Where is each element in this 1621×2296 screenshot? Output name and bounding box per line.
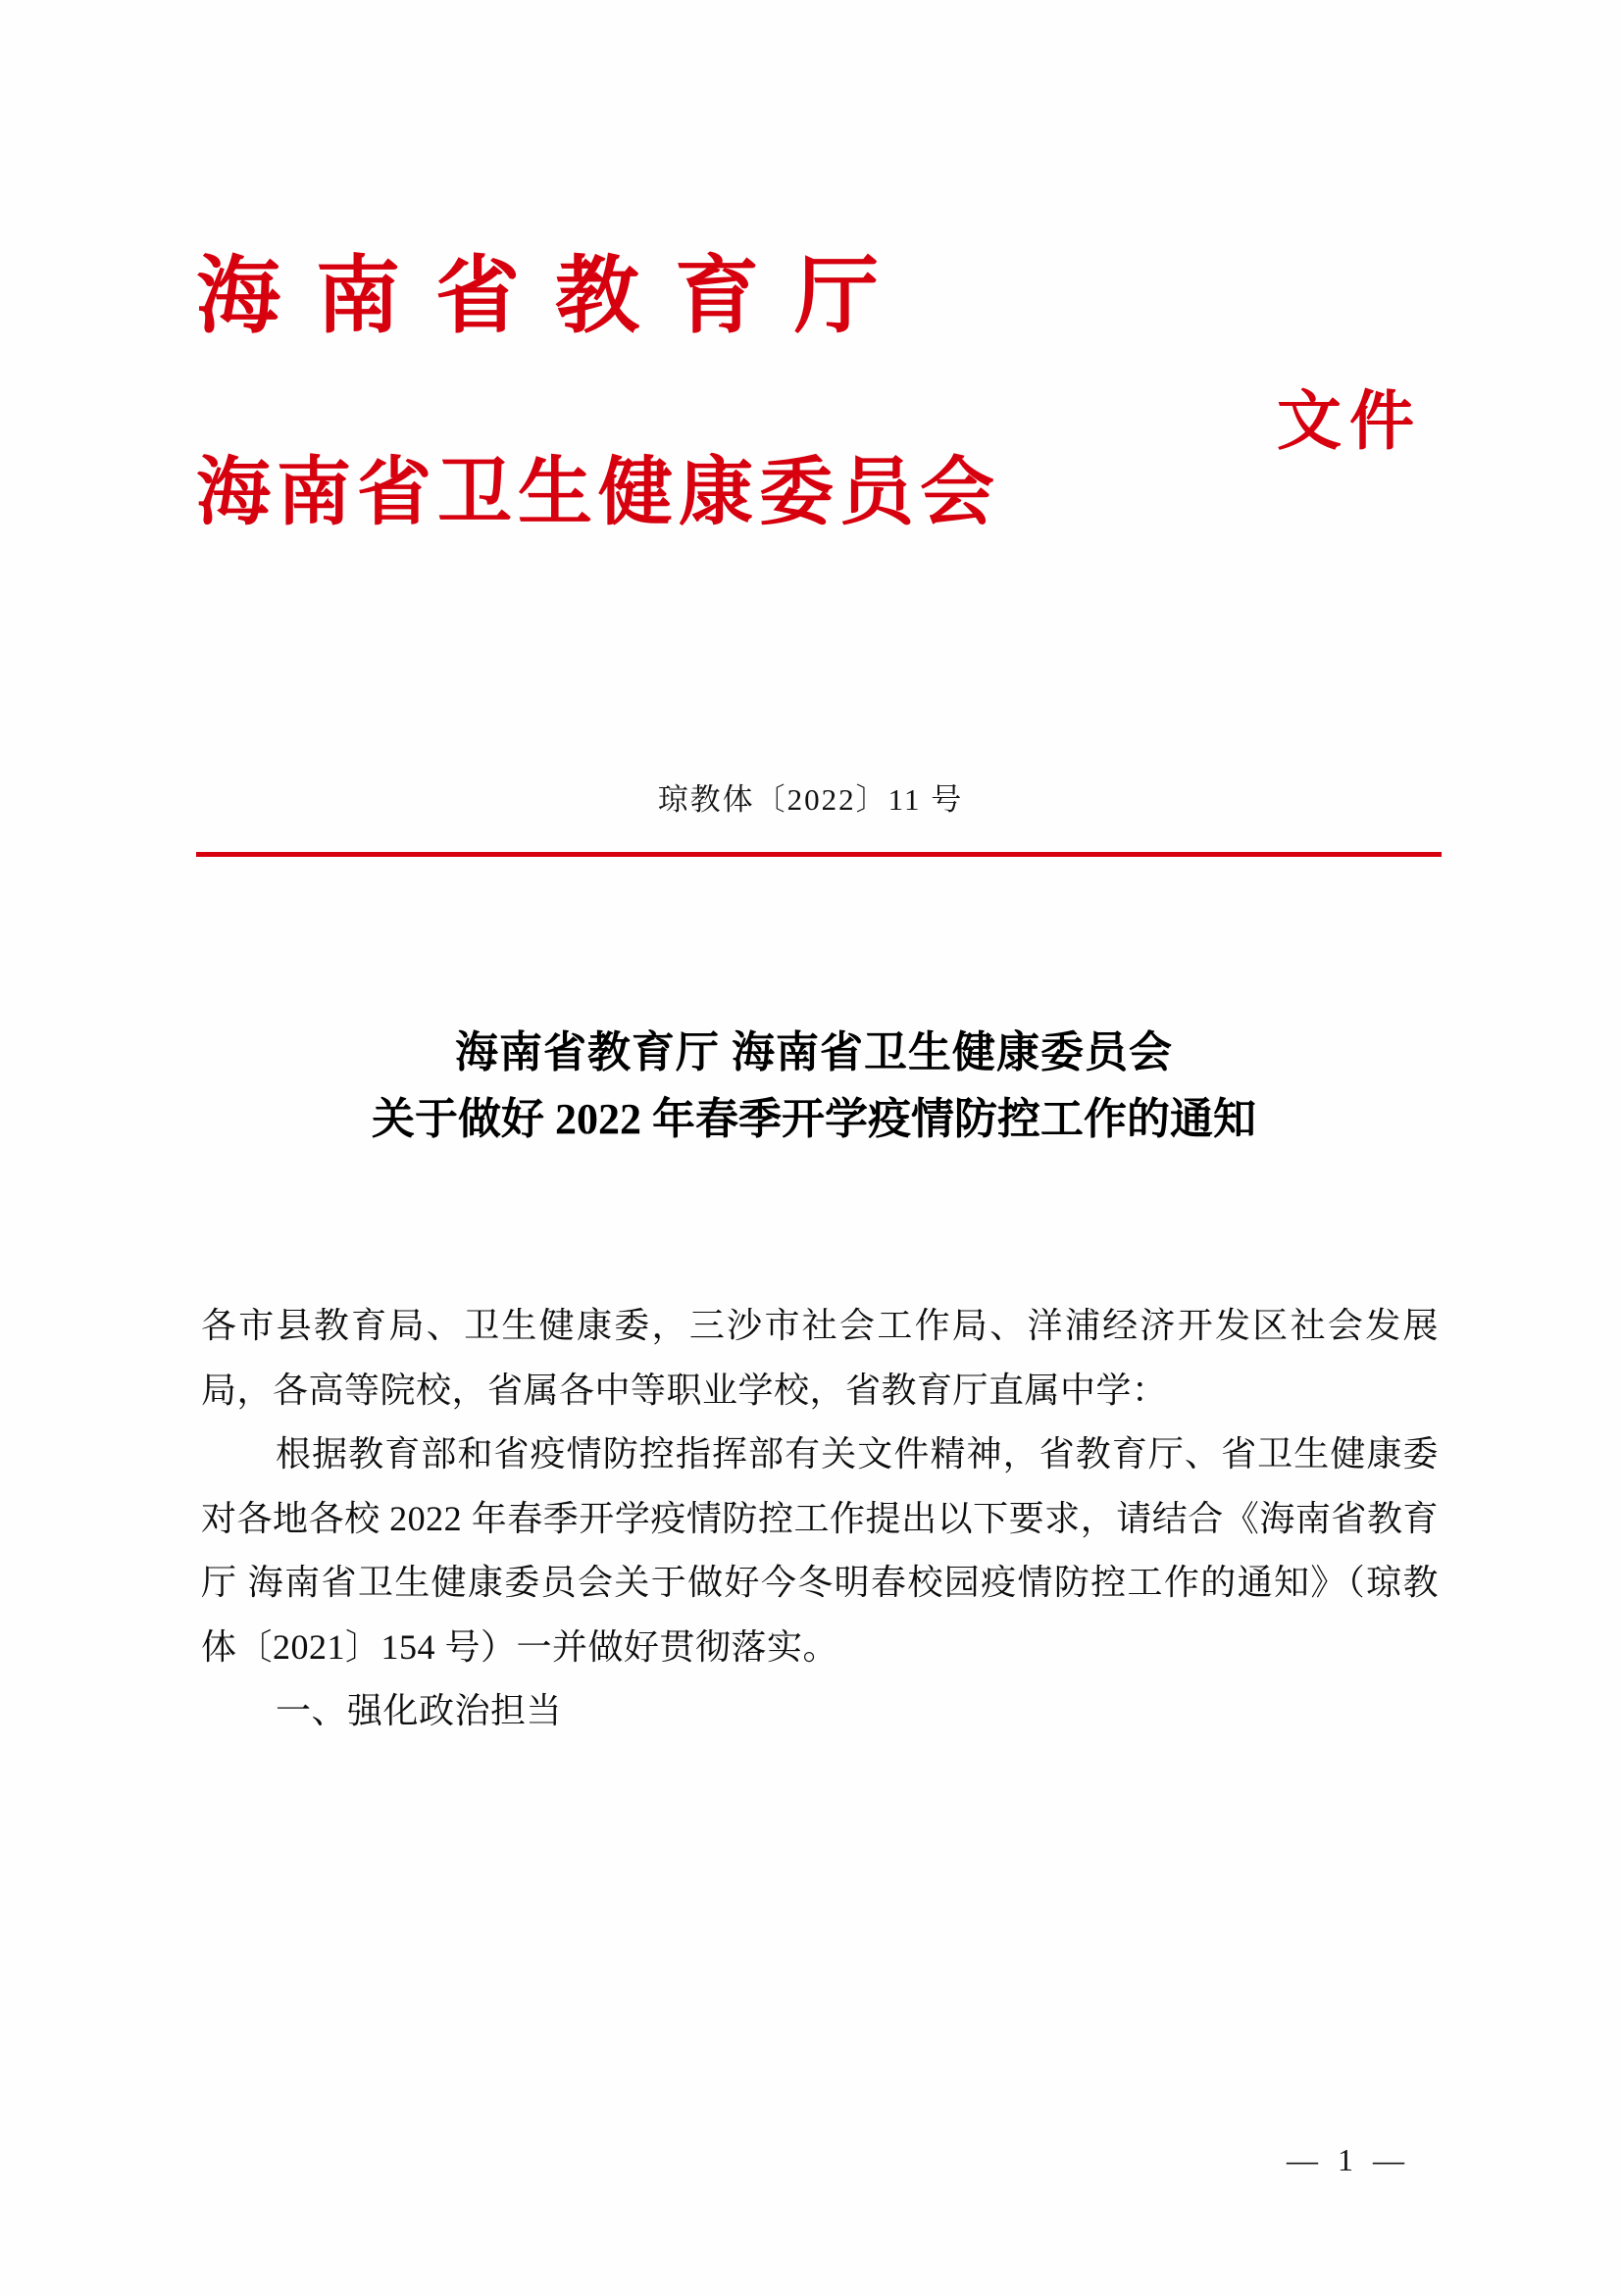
body-recipient: 各市县教育局、卫生健康委，三沙市社会工作局、洋浦经济开发区社会发展局，各高等院校，省属各中等职业学校，省教育厅直属中学：: [201, 1306, 1439, 1410]
body-section-heading-1: 一、强化政治担当: [276, 1691, 563, 1731]
issuing-org-line-2: 海南省卫生健康委员会: [196, 451, 1000, 534]
document-number: 琼教体〔2022〕11 号: [657, 782, 964, 817]
title-line-1: 海南省教育厅 海南省卫生健康委员会: [455, 1028, 1173, 1076]
letterhead-row-2: [196, 343, 1442, 458]
letterhead: [196, 250, 1442, 536]
document-title: [157, 1020, 1471, 1153]
body-paragraph-1: 根据教育部和省疫情防控指挥部有关文件精神，省教育厅、省卫生健康委对各地各校 2022 年春季开学疫情防控工作提出以下要求，请结合《海南省教育厅 海南省卫生健康委员会关于做好今冬明春校园疫情防控工作的通知》（琼教体〔2021〕154 号）一并做好贯彻落实。: [201, 1434, 1439, 1667]
page-number: — 1 —: [1287, 2142, 1410, 2177]
issuing-org-line-1: 海南省教育厅: [196, 249, 914, 343]
title-line-2: 关于做好 2022 年春季开学疫情防控工作的通知: [372, 1095, 1256, 1144]
document-word-label: 文件: [1277, 385, 1422, 458]
red-divider-rule: [196, 852, 1442, 857]
document-body: [201, 1294, 1439, 1744]
